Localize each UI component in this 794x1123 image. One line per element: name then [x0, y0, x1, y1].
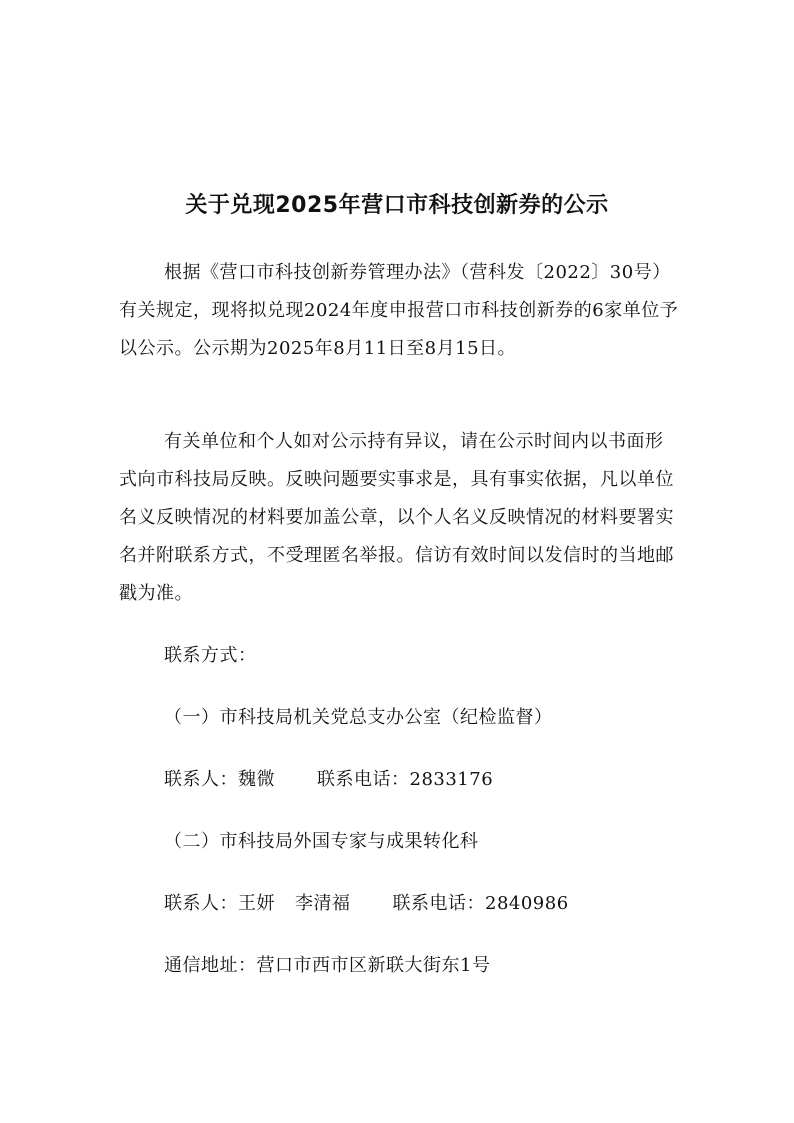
- contact-phone-number: 2840986: [485, 893, 569, 914]
- address-line: [164, 947, 724, 985]
- address-value: 营口市西市区新联大街东1号: [256, 955, 491, 976]
- contact-row-1: [164, 761, 724, 799]
- contact-department-1: （一）市科技局机关党总支办公室（纪检监督）: [164, 707, 553, 728]
- contact-person-label: 联系人：: [164, 893, 238, 914]
- contact-person-name: 李清福: [295, 893, 351, 914]
- contact-person-label: 联系人：: [164, 769, 238, 790]
- contact-phone-number: 2833176: [409, 769, 494, 790]
- contact-person-name: 王妍: [238, 893, 275, 914]
- contact-phone-label: 联系电话：: [317, 769, 410, 790]
- contact-heading: 联系方式：: [164, 645, 257, 666]
- address-label: 通信地址：: [164, 955, 257, 976]
- contact-department-2: （二）市科技局外国专家与成果转化科: [164, 831, 479, 852]
- contact-phone-label: 联系电话：: [392, 893, 485, 914]
- paragraph-basis: 根据《营口市科技创新券管理办法》（营科发〔2022〕30号）有关规定，现将拟兑现2024年度申报营口市科技创新券的6家单位予以公示。公示期为2025年8月11日至8月15日。: [119, 262, 679, 359]
- paragraph-objection: 有关单位和个人如对公示持有异议，请在公示时间内以书面形式向市科技局反映。反映问题要实事求是，具有事实依据，凡以单位名义反映情况的材料要加盖公章，以个人名义反映情况的材料要署实名并附联系方式，不受理匿名举报。信访有效时间以发信时的当地邮戳为准。: [119, 431, 674, 604]
- contact-row-2: [164, 885, 724, 923]
- document-title: 关于兑现2025年营口市科技创新券的公示: [185, 193, 609, 218]
- contact-person-name: 魏微: [238, 769, 275, 790]
